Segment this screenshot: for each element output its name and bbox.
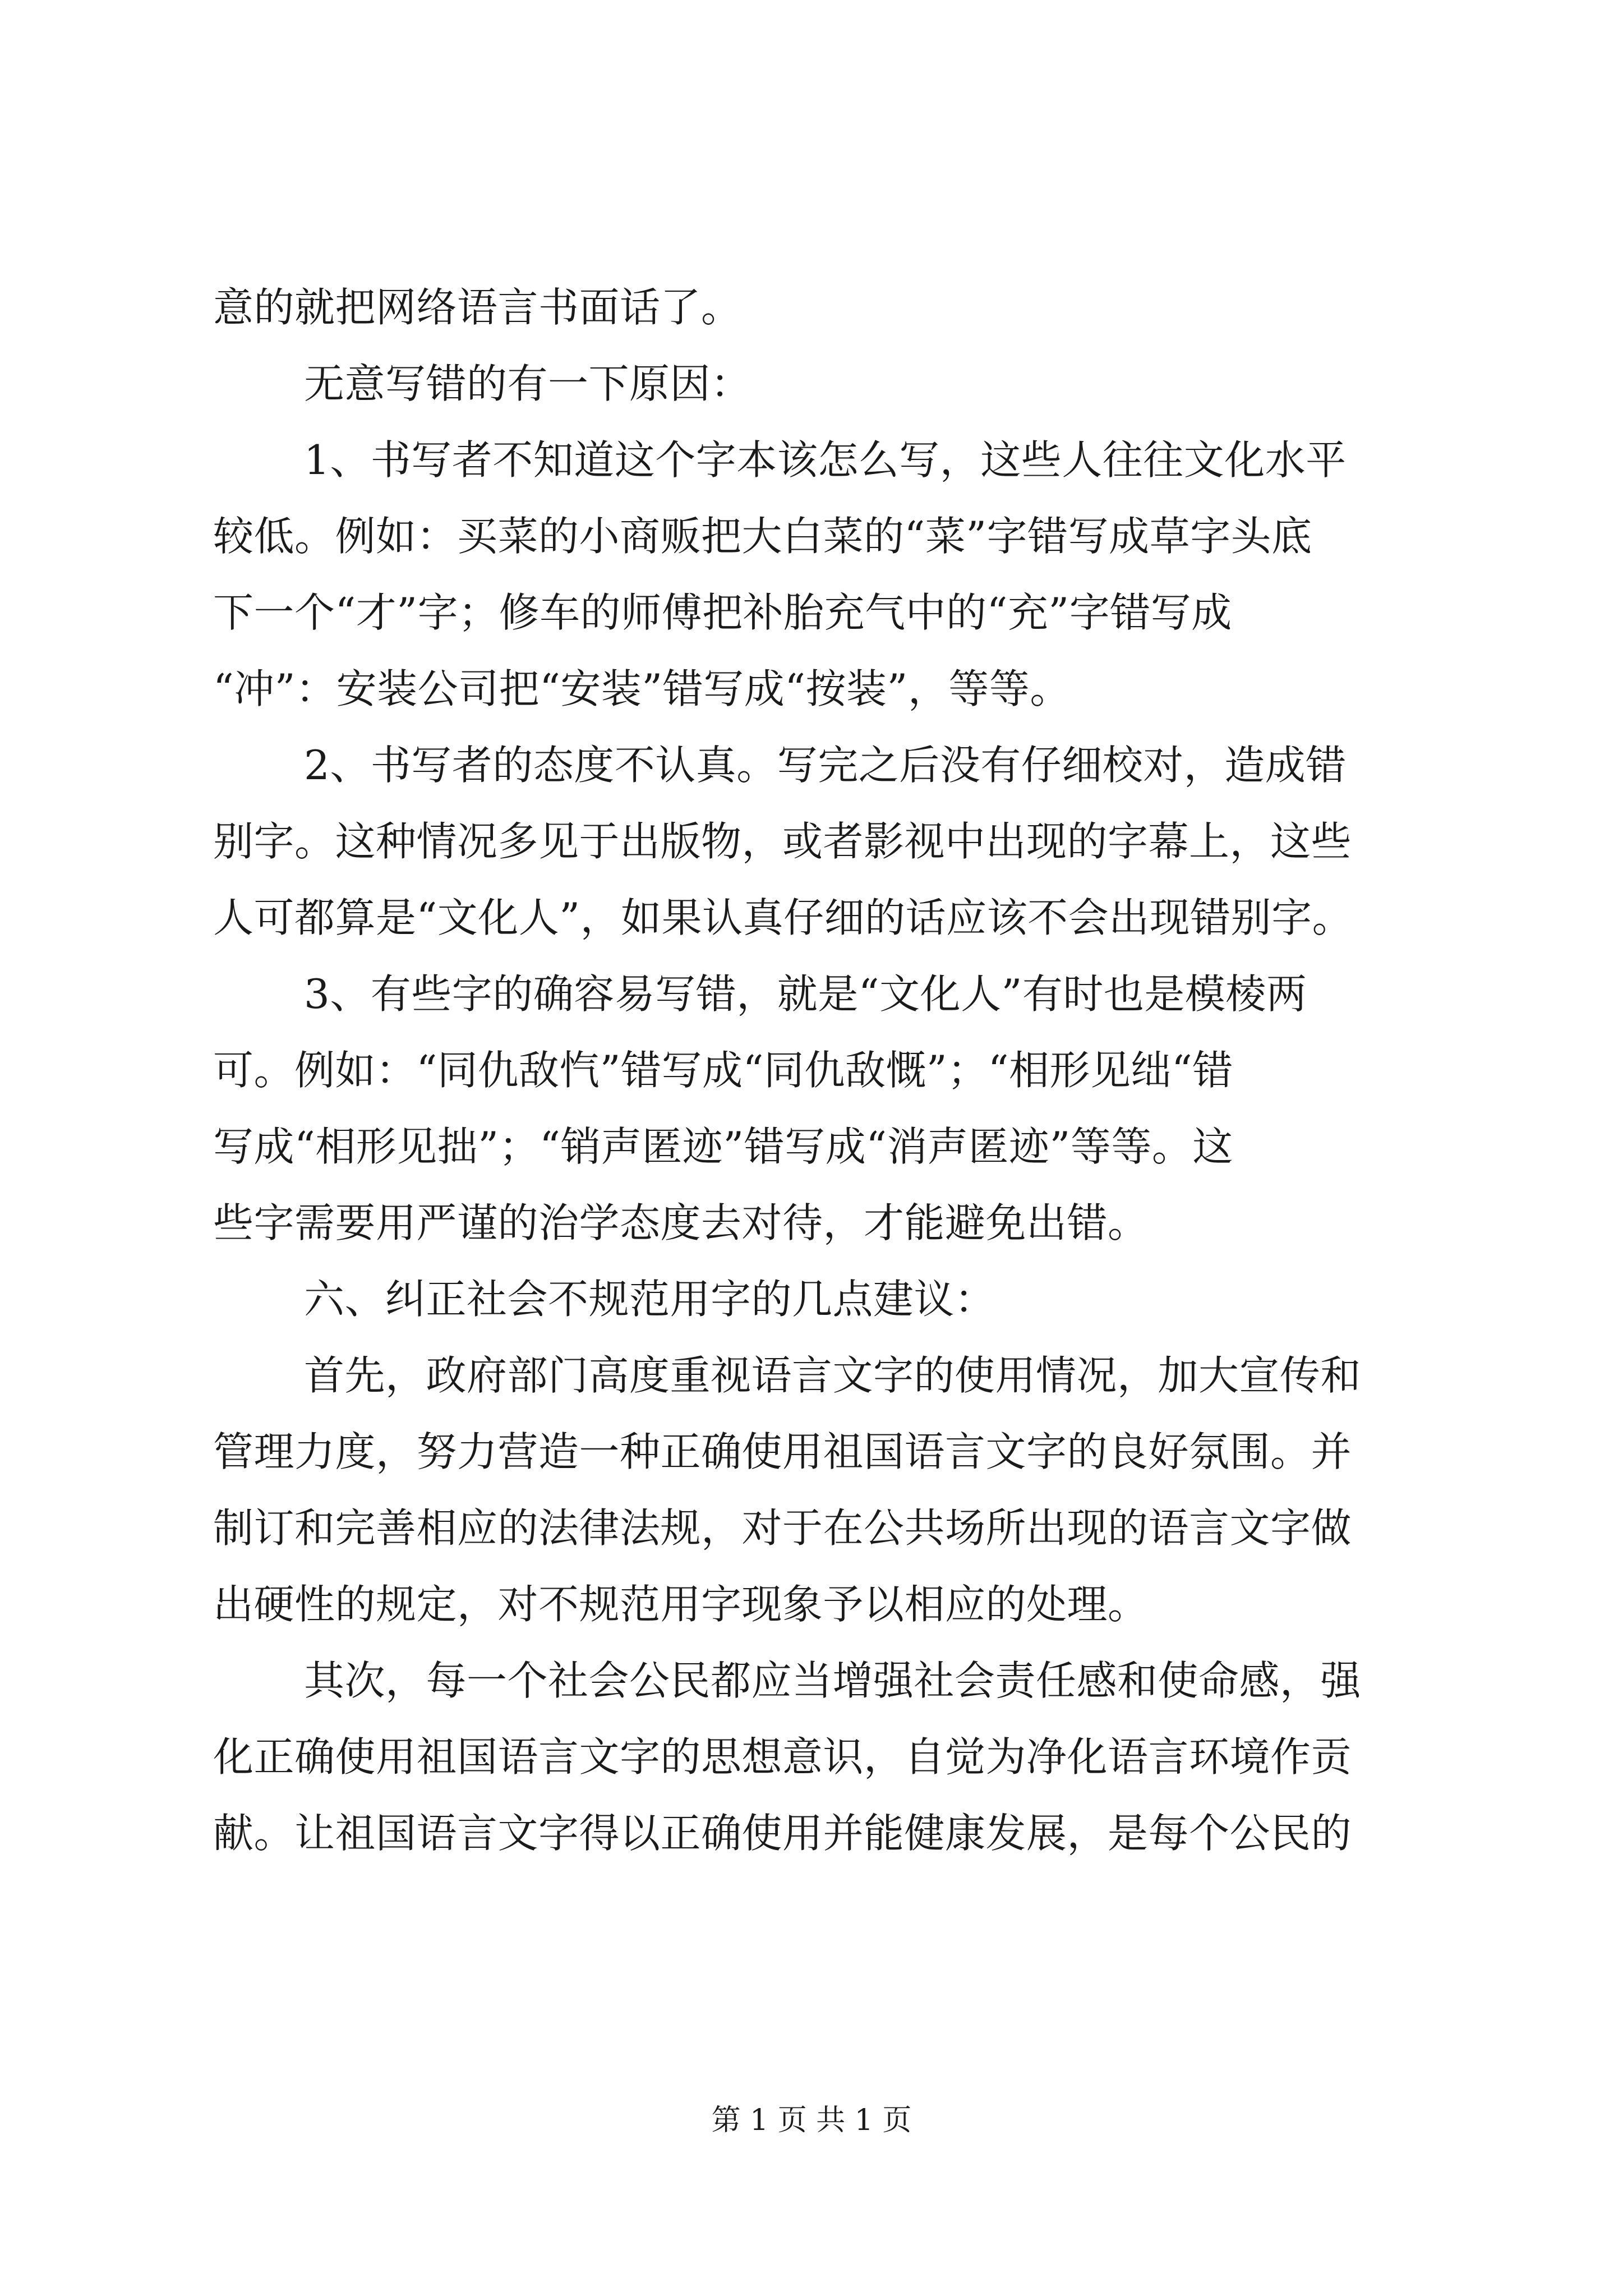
text-line: 无意写错的有一下原因：: [304, 360, 751, 407]
text-line: 意的就把网络语言书面话了。: [213, 284, 742, 331]
text-line: 下一个“才”字；修车的师傅把补胎充气中的“充”字错写成: [213, 589, 1232, 636]
body-text: [213, 269, 1424, 1871]
text-line: 管理力度，努力营造一种正确使用祖国语言文字的良好氛围。并: [213, 1428, 1352, 1475]
text-line: 献。让祖国语言文字得以正确使用并能健康发展，是每个公民的: [213, 1810, 1352, 1857]
text-line: 较低。例如：买菜的小商贩把大白菜的“菜”字错写成草字头底: [213, 513, 1312, 560]
text-line: 2、书写者的态度不认真。写完之后没有仔细校对，造成错: [304, 742, 1347, 789]
text-line: 六、纠正社会不规范用字的几点建议：: [304, 1276, 995, 1323]
text-line: 首先，政府部门高度重视语言文字的使用情况，加大宣传和: [304, 1352, 1362, 1399]
text-line: 化正确使用祖国语言文字的思想意识，自觉为净化语言环境作贡: [213, 1733, 1352, 1780]
text-line: 可。例如：“同仇敌忾”错写成“同仇敌慨”；“相形见绌“错: [213, 1047, 1233, 1094]
text-line: 写成“相形见拙”；“销声匿迹”错写成“消声匿迹”等等。这: [213, 1123, 1233, 1170]
text-line: 别字。这种情况多见于出版物，或者影视中出现的字幕上，这些: [213, 818, 1352, 865]
text-line: “冲”：安装公司把“安装”错写成“按装”，等等。: [213, 665, 1071, 712]
text-line: 制订和完善相应的法律法规，对于在公共场所出现的语言文字做: [213, 1504, 1352, 1552]
page-footer: 第 1 页 共 1 页: [711, 2104, 912, 2137]
text-line: 1、书写者不知道这个字本该怎么写，这些人往往文化水平: [304, 436, 1347, 484]
text-line: 出硬性的规定，对不规范用字现象予以相应的处理。: [213, 1581, 1149, 1628]
text-line: 人可都算是“文化人”，如果认真仔细的话应该不会出现错别字。: [213, 894, 1353, 941]
text-line: 其次，每一个社会公民都应当增强社会责任感和使命感，强: [304, 1657, 1362, 1704]
text-line: 3、有些字的确容易写错，就是“文化人”有时也是模棱两: [304, 970, 1307, 1018]
text-line: 些字需要用严谨的治学态度去对待，才能避免出错。: [213, 1199, 1149, 1246]
